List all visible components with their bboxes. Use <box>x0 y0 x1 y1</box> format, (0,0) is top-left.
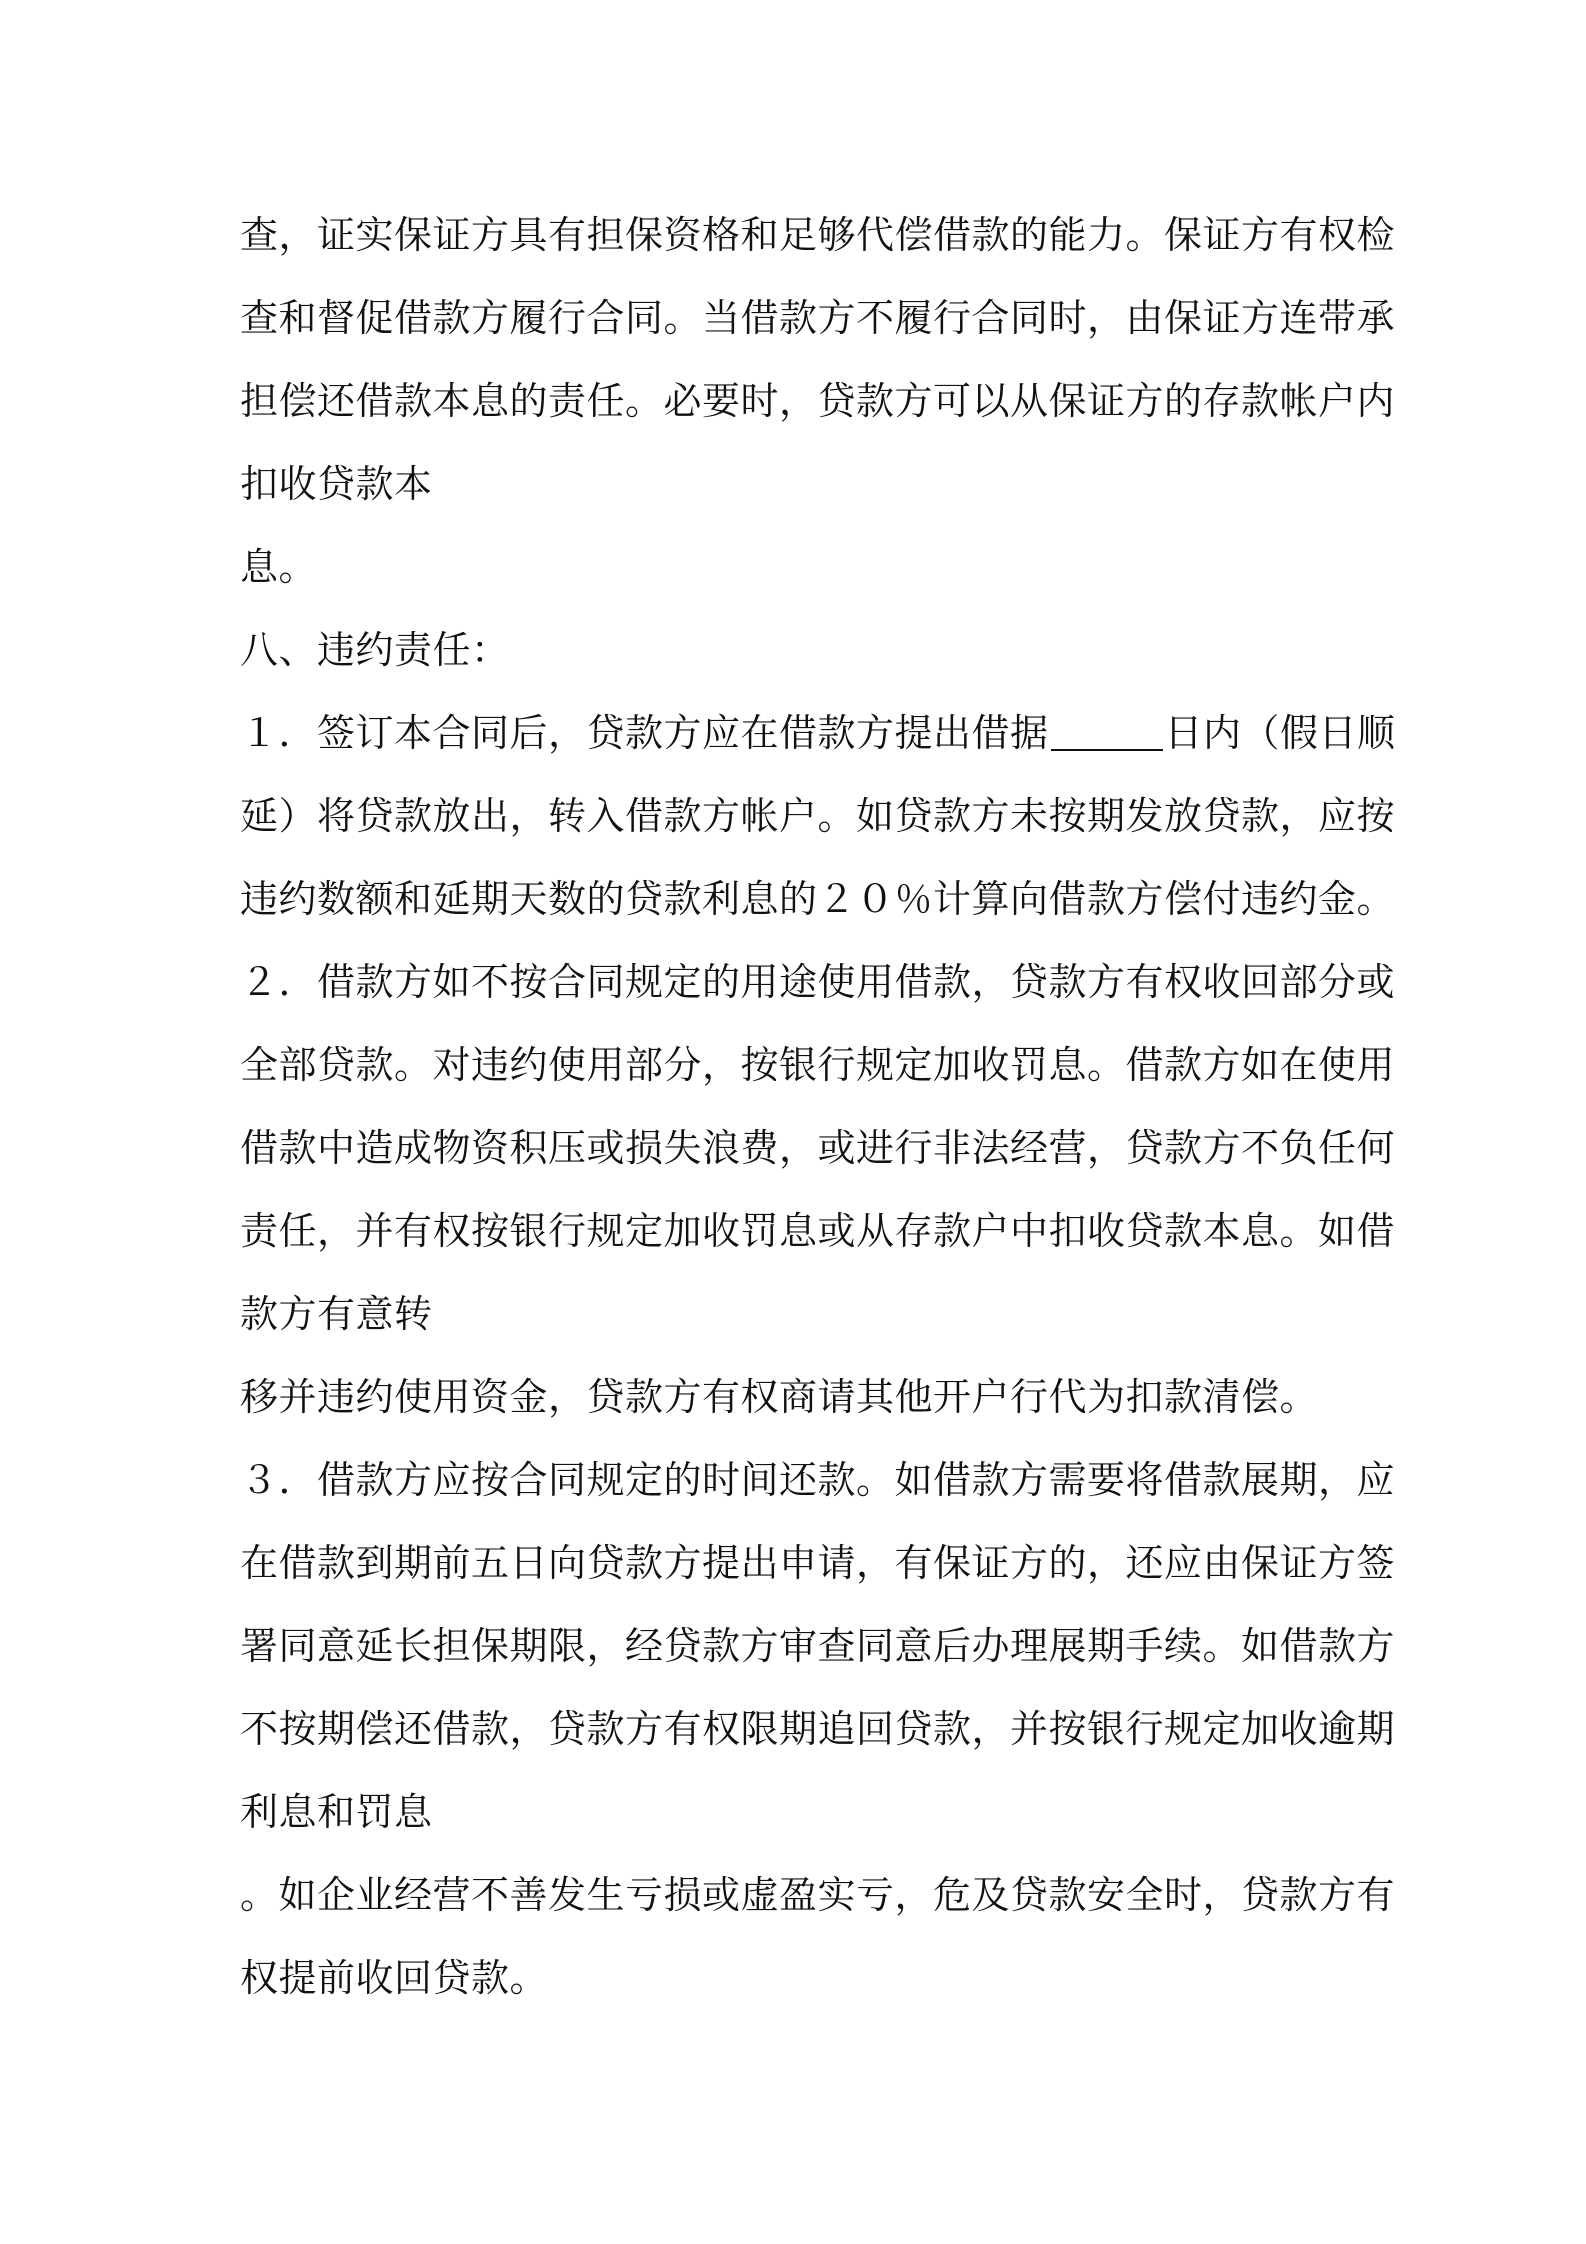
text-line: 延）将贷款放出，转入借款方帐户。如贷款方未按期发放贷款，应按 <box>240 794 1396 838</box>
text-line: 借款中造成物资积压或损失浪费，或进行非法经营，贷款方不负任何 <box>240 1126 1396 1170</box>
fill-in-blank-days <box>1051 749 1163 751</box>
text-line: 款方有意转 <box>240 1292 433 1336</box>
text-line: 查和督促借款方履行合同。当借款方不履行合同时，由保证方连带承 <box>240 296 1396 340</box>
clause-3-line: ３．借款方应按合同规定的时间还款。如借款方需要将借款展期，应 <box>240 1458 1396 1502</box>
clause-2-line: ２．借款方如不按合同规定的用途使用借款，贷款方有权收回部分或 <box>240 960 1396 1004</box>
text-line: 全部贷款。对违约使用部分，按银行规定加收罚息。借款方如在使用 <box>240 1043 1396 1087</box>
text-line: 不按期偿还借款，贷款方有权限期追回贷款，并按银行规定加收逾期 <box>240 1707 1396 1751</box>
clause-1-text-after-blank: 日内（假日顺 <box>1164 711 1396 755</box>
clause-1-text-before-blank: １．签订本合同后，贷款方应在借款方提出借据 <box>240 711 1049 755</box>
text-line: 担偿还借款本息的责任。必要时，贷款方可以从保证方的存款帐户内 <box>240 379 1396 423</box>
clause-1-line <box>240 692 1396 775</box>
section-heading-breach-liability: 八、违约责任： <box>240 628 510 672</box>
text-line: 利息和罚息 <box>240 1790 433 1834</box>
text-line: 权提前收回贷款。 <box>240 1956 549 2000</box>
contract-text-block <box>240 194 1396 2020</box>
text-line: 违约数额和延期天数的贷款利息的２０％计算向借款方偿付违约金。 <box>240 877 1396 921</box>
text-line: 责任，并有权按银行规定加收罚息或从存款户中扣收贷款本息。如借 <box>240 1209 1396 1253</box>
text-line: 。如企业经营不善发生亏损或虚盈实亏，危及贷款安全时，贷款方有 <box>240 1873 1396 1917</box>
text-line: 移并违约使用资金，贷款方有权商请其他开户行代为扣款清偿。 <box>240 1375 1319 1419</box>
text-line: 查，证实保证方具有担保资格和足够代偿借款的能力。保证方有权检 <box>240 213 1396 257</box>
text-line: 扣收贷款本 <box>240 462 433 506</box>
text-line: 息。 <box>240 545 318 589</box>
text-line: 在借款到期前五日向贷款方提出申请，有保证方的，还应由保证方签 <box>240 1541 1396 1585</box>
text-line: 署同意延长担保期限，经贷款方审查同意后办理展期手续。如借款方 <box>240 1624 1396 1668</box>
